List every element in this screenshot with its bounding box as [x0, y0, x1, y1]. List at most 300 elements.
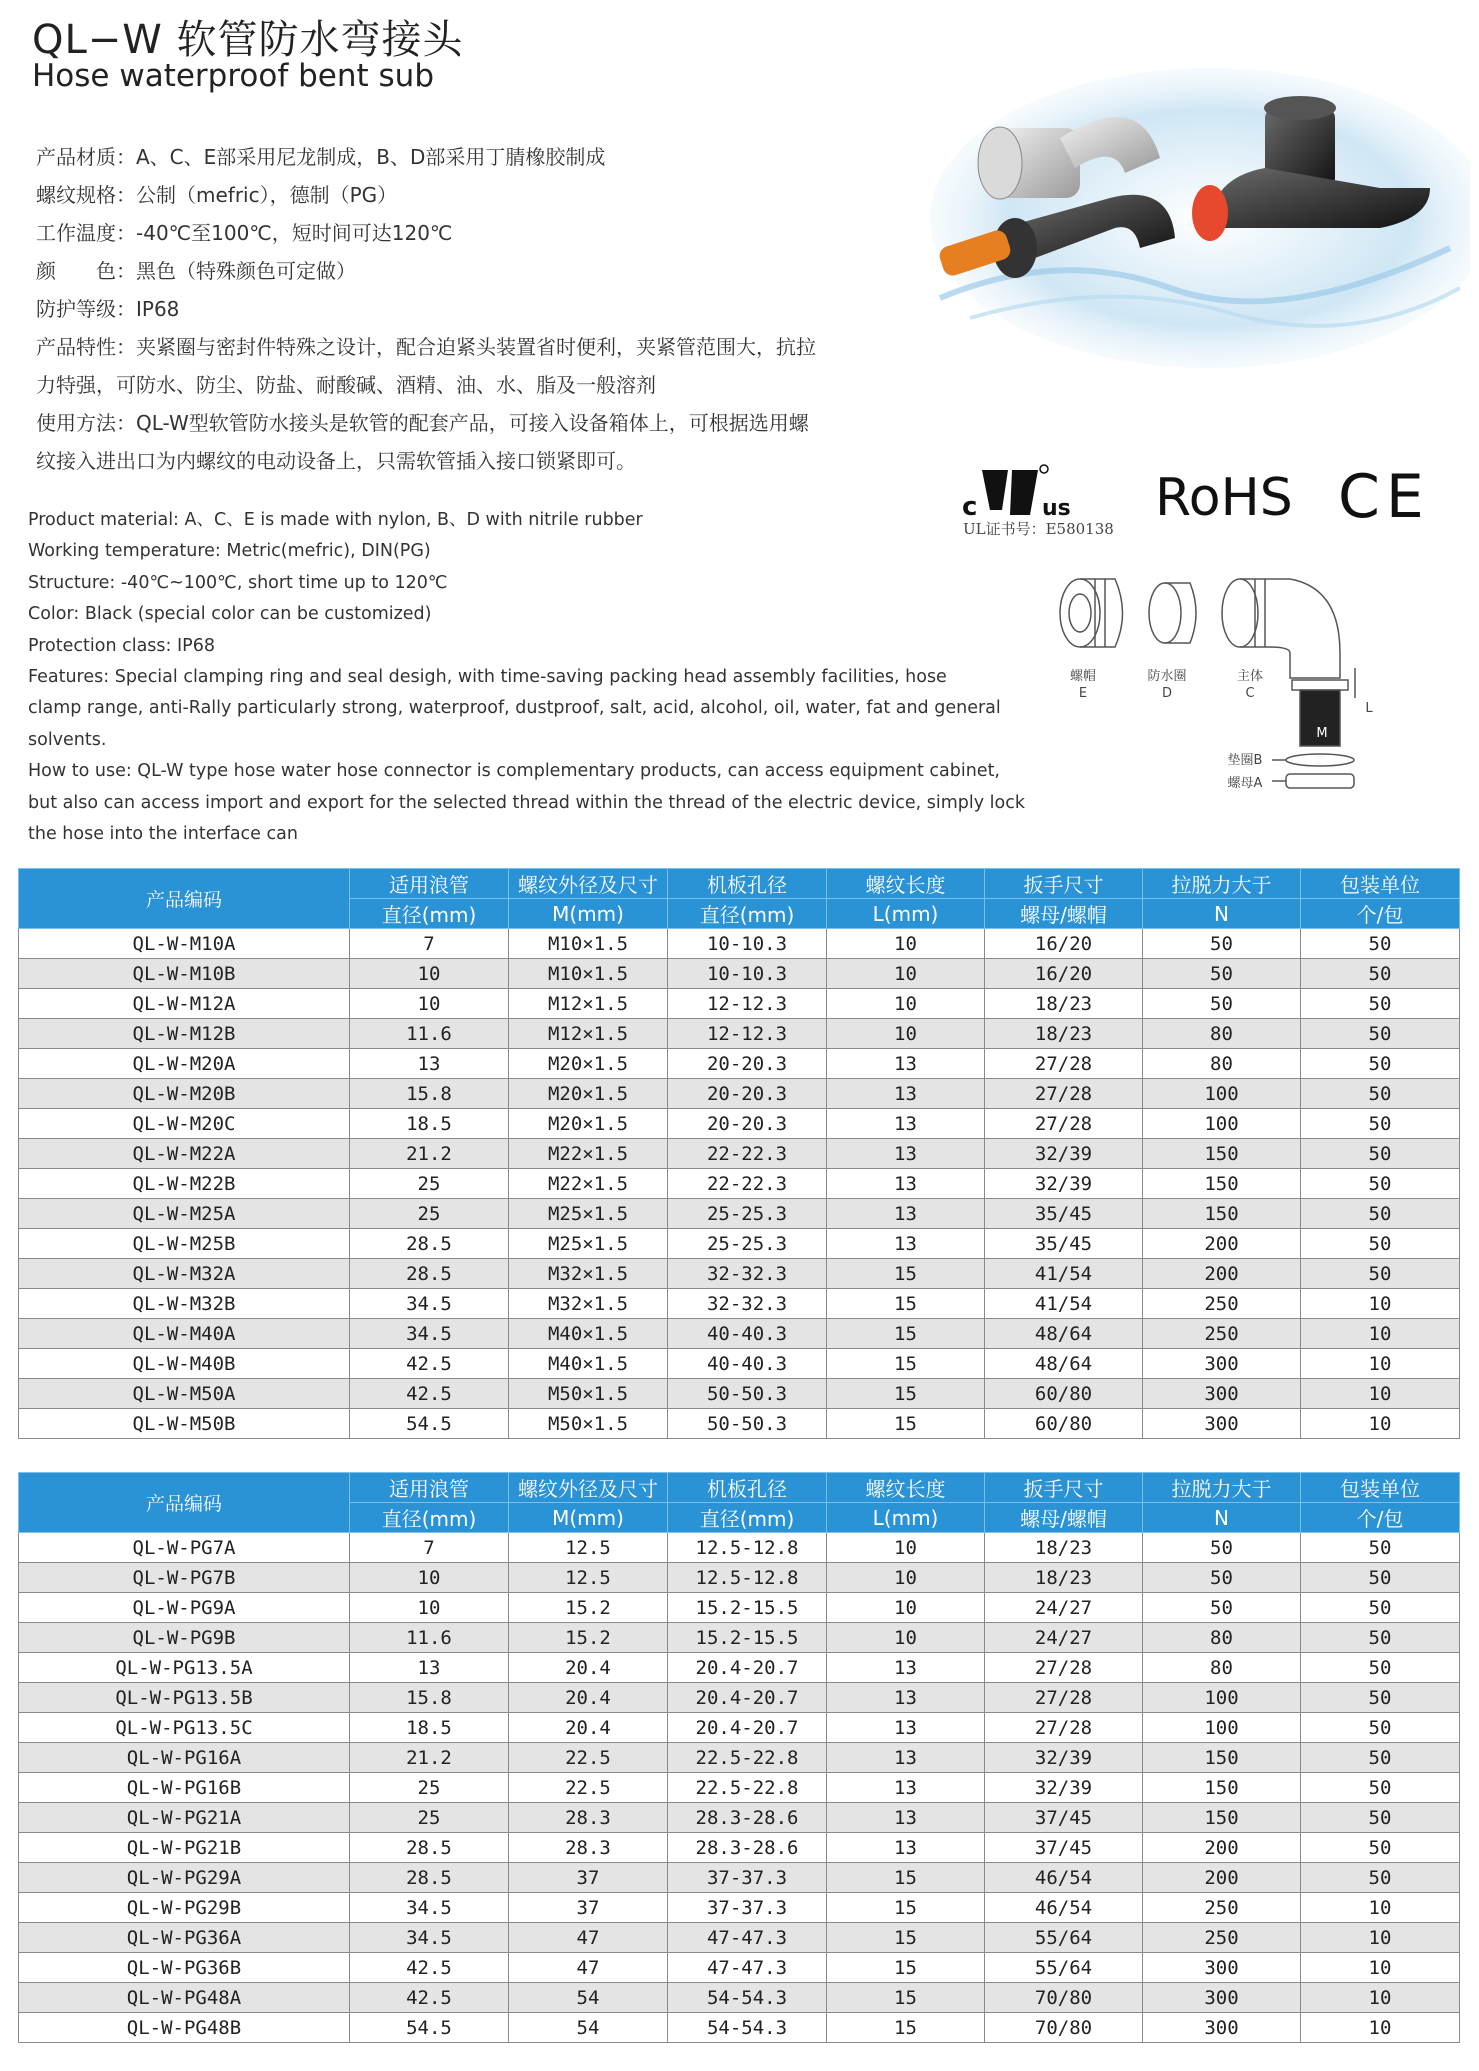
header-thread-length: 螺纹长度	[827, 1473, 985, 1503]
table-cell: 28.5	[350, 1229, 509, 1259]
label-l: L	[1365, 701, 1373, 716]
table-cell: 12.5-12.8	[668, 1563, 827, 1593]
table-cell: M40×1.5	[509, 1319, 668, 1349]
cell-product-code: QL-W-PG9A	[19, 1593, 350, 1623]
table-cell: 13	[827, 1079, 985, 1109]
intro-en-line: clamp range, anti-Rally particularly strong, waterproof, dustproof, salt, acid, alcohol, oil, water, fat and general	[28, 698, 1001, 719]
table-cell: 48/64	[985, 1319, 1143, 1349]
table-cell: 40-40.3	[668, 1319, 827, 1349]
table-cell: 50	[1301, 1563, 1460, 1593]
intro-en-line: but also can access import and export for the selected thread within the thread of the electric device, simply lock	[28, 792, 1026, 813]
table-cell: 50	[1301, 1019, 1460, 1049]
table-cell: 10	[1301, 1953, 1460, 1983]
label-gasket-b: 垫圈B	[1227, 753, 1263, 768]
table-cell: 10	[1301, 1983, 1460, 2013]
table-cell: 50	[1143, 929, 1301, 959]
table-cell: 13	[827, 1683, 985, 1713]
cell-product-code: QL-W-PG21A	[19, 1803, 350, 1833]
pg-table-body	[19, 1533, 1460, 2043]
table-cell: 50	[1301, 1683, 1460, 1713]
table-cell: M22×1.5	[509, 1139, 668, 1169]
table-cell: 50	[1143, 1533, 1301, 1563]
table-cell: 50	[1301, 1169, 1460, 1199]
table-cell: 12-12.3	[668, 989, 827, 1019]
table-cell: 28.3-28.6	[668, 1803, 827, 1833]
table-cell: 37	[509, 1863, 668, 1893]
header-thread-size-unit: M(mm)	[509, 1503, 668, 1533]
table-cell: 20-20.3	[668, 1049, 827, 1079]
table-cell: 80	[1143, 1653, 1301, 1683]
table-cell: 18.5	[350, 1109, 509, 1139]
table-cell: 10	[1301, 1893, 1460, 1923]
table-cell: 12.5	[509, 1563, 668, 1593]
table-cell: 80	[1143, 1623, 1301, 1653]
table-cell: 42.5	[350, 1953, 509, 1983]
table-cell: 50	[1301, 1773, 1460, 1803]
table-cell: 25	[350, 1803, 509, 1833]
table-cell: 34.5	[350, 1289, 509, 1319]
table-cell: 13	[827, 1169, 985, 1199]
table-cell: 11.6	[350, 1623, 509, 1653]
table-cell: 13	[827, 1229, 985, 1259]
table-cell: 50	[1301, 1259, 1460, 1289]
table-row	[19, 1923, 1460, 1953]
cell-product-code: QL-W-M12B	[19, 1019, 350, 1049]
table-cell: 24/27	[985, 1593, 1143, 1623]
ul-logo	[982, 465, 1048, 515]
table-cell: 50	[1301, 1079, 1460, 1109]
header-panel-hole: 机板孔径	[668, 1473, 827, 1503]
cell-product-code: QL-W-M20B	[19, 1079, 350, 1109]
table-cell: 15	[827, 1259, 985, 1289]
header-wrench-size: 扳手尺寸	[985, 1473, 1143, 1503]
cell-product-code: QL-W-M10A	[19, 929, 350, 959]
table-cell: 10	[827, 989, 985, 1019]
cell-product-code: QL-W-M12A	[19, 989, 350, 1019]
label-seal-d: 防水圈 D	[1147, 669, 1187, 701]
table-cell: 20-20.3	[668, 1079, 827, 1109]
table-row	[19, 1319, 1460, 1349]
intro-en-line: How to use: QL-W type hose water hose connector is complementary products, can access equipment cabinet,	[28, 761, 1000, 782]
header-product-code: 产品编码	[19, 869, 350, 929]
table-cell: 27/28	[985, 1683, 1143, 1713]
table-cell: 13	[827, 1773, 985, 1803]
table-row	[19, 1349, 1460, 1379]
table-cell: 150	[1143, 1139, 1301, 1169]
table-cell: 32/39	[985, 1169, 1143, 1199]
table-cell: 37	[509, 1893, 668, 1923]
table-cell: 50	[1301, 1713, 1460, 1743]
table-cell: 54.5	[350, 1409, 509, 1439]
table-cell: 18/23	[985, 1019, 1143, 1049]
table-cell: 20.4-20.7	[668, 1713, 827, 1743]
header-pull-force-unit: N	[1143, 1503, 1301, 1533]
intro-en	[28, 505, 1026, 850]
table-cell: 10	[1301, 1319, 1460, 1349]
table-cell: 20.4-20.7	[668, 1683, 827, 1713]
table-row	[19, 1593, 1460, 1623]
table-cell: 42.5	[350, 1983, 509, 2013]
header-wrench-size: 扳手尺寸	[985, 869, 1143, 899]
table-cell: 28.3-28.6	[668, 1833, 827, 1863]
header-wrench-size-unit: 螺母/螺帽	[985, 899, 1143, 929]
table-cell: 12-12.3	[668, 1019, 827, 1049]
table-row	[19, 929, 1460, 959]
table-row	[19, 1229, 1460, 1259]
table-cell: 47-47.3	[668, 1953, 827, 1983]
table-cell: 54-54.3	[668, 2013, 827, 2043]
table-cell: 15.2	[509, 1593, 668, 1623]
intro-en-line: Features: Special clamping ring and seal desigh, with time-saving packing head assembly facilities, hose	[28, 667, 947, 688]
table-cell: 18.5	[350, 1713, 509, 1743]
table-cell: 32/39	[985, 1743, 1143, 1773]
table-cell: 50	[1301, 1049, 1460, 1079]
cell-product-code: QL-W-M22A	[19, 1139, 350, 1169]
table-cell: 13	[827, 1713, 985, 1743]
table-row	[19, 1983, 1460, 2013]
table-cell: 41/54	[985, 1289, 1143, 1319]
intro-en-line: Structure: -40℃~100℃, short time up to 120℃	[28, 572, 448, 593]
table-cell: 54-54.3	[668, 1983, 827, 2013]
table-cell: 50	[1143, 989, 1301, 1019]
label-nut-e: 螺帽 E	[1069, 669, 1096, 701]
table-cell: 50	[1301, 1229, 1460, 1259]
table-cell: M25×1.5	[509, 1229, 668, 1259]
table-cell: 50	[1301, 1863, 1460, 1893]
table-cell: 15	[827, 1319, 985, 1349]
header-hose-diameter-unit: 直径(mm)	[350, 1503, 509, 1533]
table-cell: M50×1.5	[509, 1409, 668, 1439]
table-cell: 50	[1301, 1743, 1460, 1773]
table-cell: 50	[1301, 1533, 1460, 1563]
header-hose-diameter-unit: 直径(mm)	[350, 899, 509, 929]
table-cell: 13	[827, 1803, 985, 1833]
cell-product-code: QL-W-M20C	[19, 1109, 350, 1139]
table-cell: 35/45	[985, 1229, 1143, 1259]
table-cell: 25-25.3	[668, 1229, 827, 1259]
table-cell: 10	[827, 929, 985, 959]
header-pull-force: 拉脱力大于	[1143, 869, 1301, 899]
table-cell: 32/39	[985, 1773, 1143, 1803]
ce-mark: CE	[1338, 462, 1430, 532]
table-cell: 13	[827, 1139, 985, 1169]
table-cell: 34.5	[350, 1319, 509, 1349]
table-cell: 37/45	[985, 1833, 1143, 1863]
cell-product-code: QL-W-PG9B	[19, 1623, 350, 1653]
table-cell: 7	[350, 929, 509, 959]
table-cell: 50	[1301, 1199, 1460, 1229]
table-cell: M32×1.5	[509, 1259, 668, 1289]
table-cell: 28.5	[350, 1833, 509, 1863]
table-cell: 10	[350, 989, 509, 1019]
cell-product-code: QL-W-PG21B	[19, 1833, 350, 1863]
header-package-unit: 个/包	[1301, 1503, 1460, 1533]
table-cell: 15	[827, 1349, 985, 1379]
table-cell: 15	[827, 1379, 985, 1409]
header-thread-length: 螺纹长度	[827, 869, 985, 899]
table-cell: 50-50.3	[668, 1409, 827, 1439]
header-pull-force: 拉脱力大于	[1143, 1473, 1301, 1503]
header-thread-length-unit: L(mm)	[827, 899, 985, 929]
table-cell: 25	[350, 1773, 509, 1803]
table-cell: 10	[827, 1019, 985, 1049]
table-cell: 20.4-20.7	[668, 1653, 827, 1683]
table-cell: 20.4	[509, 1683, 668, 1713]
header-panel-hole: 机板孔径	[668, 869, 827, 899]
table-cell: 27/28	[985, 1079, 1143, 1109]
table-cell: 15	[827, 1863, 985, 1893]
table-cell: 250	[1143, 1923, 1301, 1953]
table-cell: 27/28	[985, 1713, 1143, 1743]
table-cell: 150	[1143, 1803, 1301, 1833]
table-cell: 37-37.3	[668, 1893, 827, 1923]
table-cell: 15.8	[350, 1683, 509, 1713]
table-row	[19, 1049, 1460, 1079]
header-pull-force-unit: N	[1143, 899, 1301, 929]
table-cell: 42.5	[350, 1379, 509, 1409]
table-cell: 250	[1143, 1319, 1301, 1349]
intro-cn-line: 颜 色：黑色（特殊颜色可定做）	[36, 259, 356, 283]
table-cell: 32-32.3	[668, 1259, 827, 1289]
table-row	[19, 1289, 1460, 1319]
table-cell: 50	[1301, 1833, 1460, 1863]
intro-en-line: Protection class: IP68	[28, 635, 215, 656]
table-cell: 200	[1143, 1259, 1301, 1289]
intro-cn-line: 工作温度：-40℃至100℃，短时间可达120℃	[36, 221, 453, 245]
table-cell: 50	[1301, 1623, 1460, 1653]
cell-product-code: QL-W-PG16B	[19, 1773, 350, 1803]
table-cell: 10	[1301, 1379, 1460, 1409]
table-row	[19, 1683, 1460, 1713]
page-subtitle: Hose waterproof bent sub	[32, 58, 435, 94]
table-cell: 50-50.3	[668, 1379, 827, 1409]
metric-spec-table	[18, 868, 1460, 1439]
table-cell: 300	[1143, 2013, 1301, 2043]
intro-en-line: Product material: A、C、E is made with nylon, B、D with nitrile rubber	[28, 510, 643, 530]
table-cell: 15.8	[350, 1079, 509, 1109]
table-cell: 10-10.3	[668, 959, 827, 989]
table-cell: 25	[350, 1169, 509, 1199]
table-row	[19, 1953, 1460, 1983]
table-cell: 150	[1143, 1199, 1301, 1229]
table-cell: 13	[350, 1653, 509, 1683]
table-cell: 28.3	[509, 1833, 668, 1863]
table-cell: 12.5	[509, 1533, 668, 1563]
table-cell: 13	[827, 1653, 985, 1683]
table-cell: 37/45	[985, 1803, 1143, 1833]
cell-product-code: QL-W-PG16A	[19, 1743, 350, 1773]
intro-cn-line: 螺纹规格：公制（mefric），德制（PG）	[36, 183, 398, 207]
table-cell: 10	[350, 959, 509, 989]
cell-product-code: QL-W-M25A	[19, 1199, 350, 1229]
table-cell: 15	[827, 1923, 985, 1953]
table-cell: 70/80	[985, 1983, 1143, 2013]
table-cell: 28.3	[509, 1803, 668, 1833]
table-cell: 22-22.3	[668, 1139, 827, 1169]
table-row	[19, 959, 1460, 989]
table-cell: 300	[1143, 1349, 1301, 1379]
table-cell: 10	[1301, 1409, 1460, 1439]
table-cell: M40×1.5	[509, 1349, 668, 1379]
table-cell: 18/23	[985, 1563, 1143, 1593]
intro-en-line: solvents.	[28, 729, 107, 750]
table-cell: 28.5	[350, 1259, 509, 1289]
intro-cn-line: 使用方法：QL-W型软管防水接头是软管的配套产品，可接入设备箱体上，可根据选用螺	[36, 411, 809, 435]
intro-cn-line: 产品材质：A、C、E部采用尼龙制成，B、D部采用丁腈橡胶制成	[36, 145, 606, 169]
cell-product-code: QL-W-M32B	[19, 1289, 350, 1319]
table-cell: 40-40.3	[668, 1349, 827, 1379]
intro-en-line: Color: Black (special color can be customized)	[28, 604, 432, 625]
table-cell: 18/23	[985, 989, 1143, 1019]
table-cell: 60/80	[985, 1379, 1143, 1409]
intro-cn-line: 防护等级：IP68	[36, 297, 180, 321]
table-cell: 15.2	[509, 1623, 668, 1653]
table-cell: 34.5	[350, 1893, 509, 1923]
table-cell: 18/23	[985, 1533, 1143, 1563]
table-cell: 28.5	[350, 1863, 509, 1893]
table-cell: 46/54	[985, 1893, 1143, 1923]
pg-spec-table	[18, 1472, 1460, 2043]
table-cell: M32×1.5	[509, 1289, 668, 1319]
table-cell: 50	[1143, 959, 1301, 989]
table-cell: 55/64	[985, 1953, 1143, 1983]
table-cell: 200	[1143, 1229, 1301, 1259]
table-cell: 20.4	[509, 1713, 668, 1743]
table-cell: 48/64	[985, 1349, 1143, 1379]
table-cell: M12×1.5	[509, 1019, 668, 1049]
table-cell: 150	[1143, 1773, 1301, 1803]
table-row	[19, 1533, 1460, 1563]
cell-product-code: QL-W-M50A	[19, 1379, 350, 1409]
table-cell: 21.2	[350, 1139, 509, 1169]
table-cell: 100	[1143, 1683, 1301, 1713]
table-row	[19, 1563, 1460, 1593]
table-cell: 150	[1143, 1169, 1301, 1199]
cell-product-code: QL-W-PG48A	[19, 1983, 350, 2013]
table-cell: 50	[1143, 1593, 1301, 1623]
table-row	[19, 1169, 1460, 1199]
cell-product-code: QL-W-PG29A	[19, 1863, 350, 1893]
table-row	[19, 989, 1460, 1019]
intro-cn-line: 产品特性：夹紧圈与密封件特殊之设计，配合迫紧头装置省时便利，夹紧管范围大，抗拉	[36, 335, 816, 359]
table-cell: 20-20.3	[668, 1109, 827, 1139]
table-cell: 70/80	[985, 2013, 1143, 2043]
table-cell: 25-25.3	[668, 1199, 827, 1229]
table-row	[19, 1893, 1460, 1923]
cell-product-code: QL-W-M32A	[19, 1259, 350, 1289]
table-cell: M50×1.5	[509, 1379, 668, 1409]
table-cell: 32-32.3	[668, 1289, 827, 1319]
table-cell: 50	[1301, 1593, 1460, 1623]
label-m: M	[1316, 726, 1328, 741]
table-cell: 47-47.3	[668, 1923, 827, 1953]
table-cell: 15	[827, 1893, 985, 1923]
intro-en-line: Working temperature: Metric(mefric), DIN(PG)	[28, 541, 431, 562]
table-cell: 47	[509, 1953, 668, 1983]
metric-table-body	[19, 929, 1460, 1439]
table-cell: 47	[509, 1923, 668, 1953]
gasket-nut-drawing	[1272, 754, 1354, 788]
header-panel-hole-unit: 直径(mm)	[668, 899, 827, 929]
table-cell: M10×1.5	[509, 959, 668, 989]
table-row	[19, 1019, 1460, 1049]
table-cell: 13	[350, 1049, 509, 1079]
table-cell: 10	[350, 1563, 509, 1593]
table-row	[19, 1833, 1460, 1863]
table-cell: 50	[1301, 989, 1460, 1019]
table-cell: 10	[1301, 1923, 1460, 1953]
ul-c-mark: c	[962, 492, 978, 522]
table-cell: 10	[827, 959, 985, 989]
table-row	[19, 1653, 1460, 1683]
table-cell: 27/28	[985, 1049, 1143, 1079]
table-cell: 12.5-12.8	[668, 1533, 827, 1563]
table-cell: 200	[1143, 1833, 1301, 1863]
table-cell: 16/20	[985, 959, 1143, 989]
exploded-diagram	[1050, 568, 1410, 808]
table-row	[19, 1199, 1460, 1229]
table-cell: 300	[1143, 1983, 1301, 2013]
header-package-unit: 个/包	[1301, 899, 1460, 929]
table-cell: 20.4	[509, 1653, 668, 1683]
table-cell: 10	[1301, 2013, 1460, 2043]
table-cell: 50	[1301, 1803, 1460, 1833]
intro-en-line: the hose into the interface can	[28, 824, 298, 845]
cell-product-code: QL-W-PG13.5C	[19, 1713, 350, 1743]
intro-cn-line: 力特强，可防水、防尘、防盐、耐酸碱、酒精、油、水、脂及一般溶剂	[36, 373, 656, 397]
cell-product-code: QL-W-PG48B	[19, 2013, 350, 2043]
table-cell: 16/20	[985, 929, 1143, 959]
table-cell: 13	[827, 1109, 985, 1139]
nut-e-drawing	[1060, 579, 1123, 647]
intro-cn	[36, 138, 826, 480]
table-cell: 46/54	[985, 1863, 1143, 1893]
table-cell: 250	[1143, 1893, 1301, 1923]
header-package: 包装单位	[1301, 869, 1460, 899]
header-thread-size-unit: M(mm)	[509, 899, 668, 929]
header-hose-diameter: 适用浪管	[350, 1473, 509, 1503]
table-cell: 22.5-22.8	[668, 1773, 827, 1803]
table-cell: 21.2	[350, 1743, 509, 1773]
table-cell: 50	[1143, 1563, 1301, 1593]
table-cell: 15	[827, 1409, 985, 1439]
product-photo	[910, 48, 1470, 368]
table-cell: M20×1.5	[509, 1049, 668, 1079]
table-cell: 13	[827, 1049, 985, 1079]
header-thread-size: 螺纹外径及尺寸	[509, 869, 668, 899]
rohs-mark: RoHS	[1155, 468, 1293, 528]
table-row	[19, 1773, 1460, 1803]
header-wrench-size-unit: 螺母/螺帽	[985, 1503, 1143, 1533]
cell-product-code: QL-W-PG13.5A	[19, 1653, 350, 1683]
table-cell: M20×1.5	[509, 1109, 668, 1139]
cell-product-code: QL-W-M40B	[19, 1349, 350, 1379]
table-row	[19, 1863, 1460, 1893]
table-cell: M10×1.5	[509, 929, 668, 959]
table-row	[19, 1743, 1460, 1773]
table-cell: 15.2-15.5	[668, 1593, 827, 1623]
cell-product-code: QL-W-PG7A	[19, 1533, 350, 1563]
table-cell: 50	[1301, 929, 1460, 959]
table-cell: M20×1.5	[509, 1079, 668, 1109]
cell-product-code: QL-W-M20A	[19, 1049, 350, 1079]
table-cell: 42.5	[350, 1349, 509, 1379]
table-cell: 22-22.3	[668, 1169, 827, 1199]
table-cell: M22×1.5	[509, 1169, 668, 1199]
body-c-drawing	[1222, 579, 1355, 746]
seal-d-drawing	[1149, 583, 1196, 643]
header-package: 包装单位	[1301, 1473, 1460, 1503]
